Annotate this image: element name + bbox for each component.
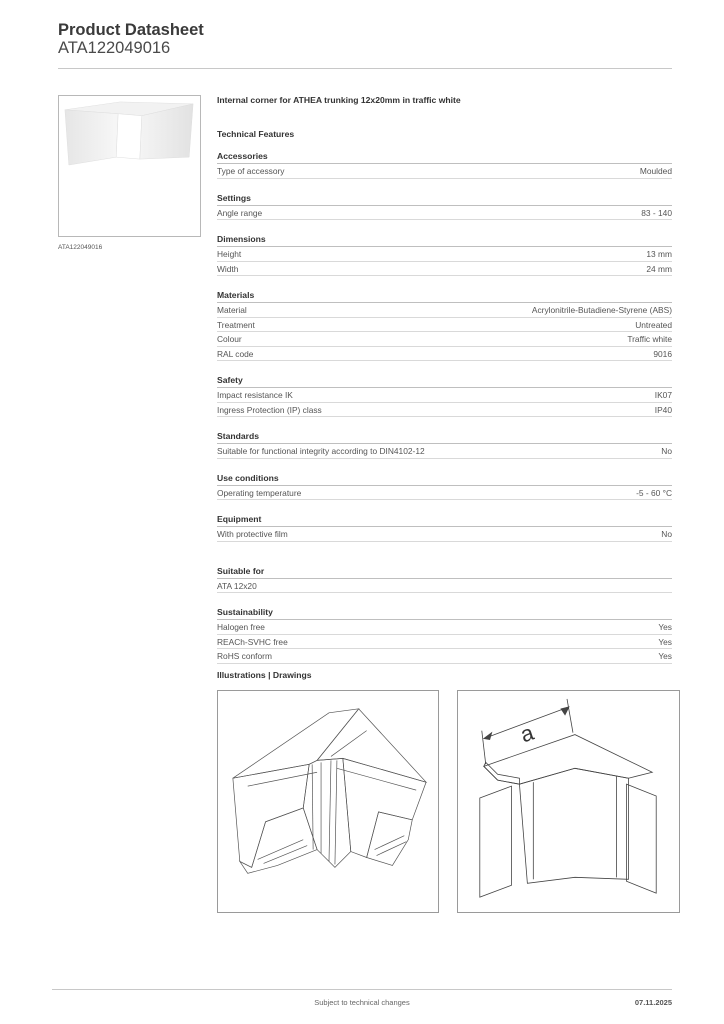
- group-standards: [217, 431, 672, 459]
- spec-row: [217, 247, 672, 262]
- group-dimensions: [217, 234, 672, 276]
- spec-row: [217, 635, 672, 650]
- drawing-dimension: [457, 690, 680, 913]
- product-description: Internal corner for ATHEA trunking 12x20mm in traffic white: [217, 95, 461, 105]
- group-suitable-for: [217, 566, 672, 594]
- footer-note: Subject to technical changes: [314, 998, 410, 1007]
- product-image: [58, 95, 201, 237]
- spec-label: Operating temperature: [217, 487, 302, 498]
- group-title: Use conditions: [217, 472, 279, 483]
- group-settings: [217, 193, 672, 221]
- spec-row: [217, 388, 672, 403]
- spec-label: Halogen free: [217, 622, 265, 632]
- spec-row: [217, 403, 672, 418]
- spec-row: [217, 164, 672, 179]
- group-accessories: [217, 151, 672, 179]
- dimension-drawing-graphic: [458, 691, 679, 912]
- spec-label: Impact resistance IK: [217, 390, 293, 400]
- spec-value: 9016: [653, 348, 672, 359]
- group-title: Suitable for: [217, 565, 265, 576]
- spec-content: [217, 95, 672, 664]
- spec-value: Yes: [658, 622, 672, 632]
- spec-value: Traffic white: [627, 334, 672, 344]
- spec-label: Ingress Protection (IP) class: [217, 404, 322, 415]
- group-title: Safety: [217, 375, 243, 385]
- spec-label: Type of accessory: [217, 166, 285, 176]
- spec-label: Colour: [217, 334, 242, 344]
- spec-value: -5 - 60 °C: [636, 487, 672, 498]
- spec-row: [217, 649, 672, 664]
- spec-value: 13 mm: [646, 249, 672, 259]
- spec-value: 83 - 140: [641, 207, 672, 218]
- spec-row: [217, 527, 672, 542]
- page-title: Product Datasheet: [58, 21, 204, 39]
- group-sustainability: [217, 607, 672, 664]
- group-title: Dimensions: [217, 234, 266, 244]
- group-materials: [217, 290, 672, 361]
- group-equipment: [217, 514, 672, 542]
- group-title: Standards: [217, 431, 260, 441]
- spec-value: No: [661, 529, 672, 539]
- technical-features-heading: Technical Features: [217, 129, 295, 139]
- spec-value: Yes: [658, 636, 672, 647]
- spec-row: [217, 318, 672, 333]
- spec-label: Suitable for functional integrity according to DIN4102-12: [217, 446, 425, 456]
- footer-divider: [52, 989, 672, 990]
- group-safety: [217, 375, 672, 417]
- footer-date: 07.11.2025: [634, 998, 672, 1007]
- spec-row: [217, 620, 672, 635]
- group-title: Settings: [217, 192, 251, 203]
- spec-label: RoHS conform: [217, 651, 272, 661]
- spec-value: Untreated: [635, 319, 672, 330]
- spec-row: [217, 262, 672, 277]
- spec-label: ATA 12x20: [217, 580, 257, 591]
- spec-value: IK07: [654, 390, 672, 400]
- isometric-drawing-graphic: [218, 691, 438, 912]
- spec-label: Material: [217, 305, 247, 315]
- spec-value: Yes: [658, 651, 672, 661]
- illustrations-heading: Illustrations | Drawings: [217, 670, 312, 680]
- spec-label: REACh-SVHC free: [217, 636, 288, 647]
- spec-value: 24 mm: [646, 263, 672, 274]
- drawing-isometric: [217, 690, 439, 913]
- product-photo-graphic: [59, 96, 200, 236]
- spec-label: With protective film: [217, 529, 288, 539]
- spec-label: Width: [217, 263, 239, 274]
- spec-label: Height: [217, 249, 242, 259]
- group-title: Equipment: [217, 514, 262, 524]
- spec-label: Angle range: [217, 207, 263, 218]
- group-title: Accessories: [217, 151, 268, 161]
- image-caption: ATA122049016: [58, 244, 103, 251]
- product-code: ATA122049016: [58, 39, 171, 57]
- group-use-conditions: [217, 473, 672, 501]
- spec-value: Moulded: [639, 166, 672, 176]
- spec-label: RAL code: [217, 348, 254, 359]
- header-divider: [58, 68, 672, 69]
- spec-row: [217, 206, 672, 221]
- spec-row: [217, 332, 672, 347]
- group-title: Materials: [217, 290, 255, 300]
- spec-row: [217, 303, 672, 318]
- spec-value: IP40: [654, 404, 672, 415]
- spec-value: No: [661, 446, 672, 456]
- spec-row: [217, 444, 672, 459]
- spec-label: Treatment: [217, 319, 255, 330]
- group-title: Sustainability: [217, 607, 273, 617]
- dimension-label-a: a: [517, 719, 537, 748]
- spec-row: [217, 579, 672, 594]
- spec-row: [217, 347, 672, 362]
- spec-value: Acrylonitrile-Butadiene-Styrene (ABS): [531, 305, 672, 315]
- spec-row: [217, 486, 672, 501]
